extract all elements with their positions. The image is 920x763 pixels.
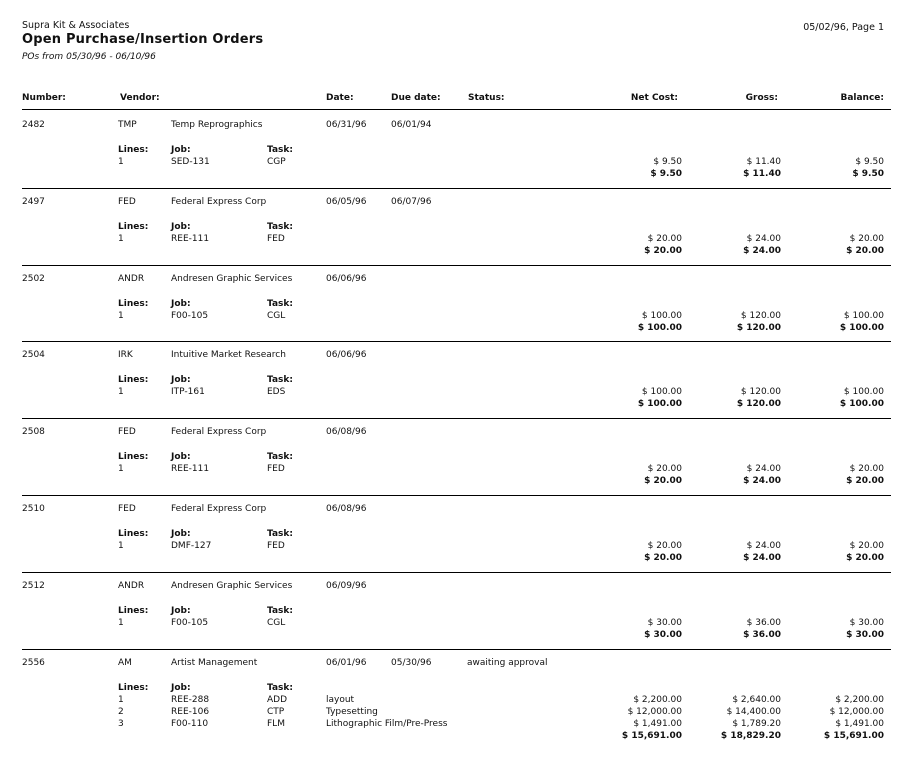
line-task: CTP (267, 707, 285, 717)
line-balance: $ 20.00 (849, 234, 884, 244)
line-number: 1 (118, 157, 124, 167)
lines-label: Lines: (118, 452, 149, 462)
total-net-cost: $ 100.00 (637, 323, 682, 333)
col-due-date: Due date: (391, 93, 441, 103)
line-task: EDS (267, 387, 286, 397)
po-date: 06/05/96 (326, 197, 367, 207)
total-gross: $ 11.40 (743, 169, 781, 179)
line-number: 2 (118, 707, 124, 717)
line-gross: $ 24.00 (746, 541, 781, 551)
line-net-cost: $ 9.50 (653, 157, 682, 167)
line-balance: $ 100.00 (843, 311, 884, 321)
po-date: 06/31/96 (326, 120, 367, 130)
line-job: REE-111 (171, 464, 210, 474)
vendor-name: Andresen Graphic Services (171, 274, 293, 284)
line-job: F00-105 (171, 618, 209, 628)
line-task: CGL (267, 618, 286, 628)
vendor-name: Intuitive Market Research (171, 350, 286, 360)
report-subtitle: POs from 05/30/96 - 06/10/96 (22, 52, 156, 62)
vendor-name: Federal Express Corp (171, 197, 267, 207)
job-label: Job: (171, 452, 191, 462)
line-task: CGP (267, 157, 286, 167)
job-label: Job: (171, 529, 191, 539)
line-number: 1 (118, 618, 124, 628)
vendor-name: Federal Express Corp (171, 504, 267, 514)
line-balance: $ 2,200.00 (835, 695, 884, 705)
line-job: F00-110 (171, 719, 209, 729)
total-balance: $ 100.00 (839, 323, 884, 333)
col-net-cost: Net Cost: (630, 93, 678, 103)
total-balance: $ 9.50 (852, 169, 884, 179)
lines-label: Lines: (118, 683, 149, 693)
line-net-cost: $ 20.00 (647, 541, 682, 551)
lines-label: Lines: (118, 529, 149, 539)
line-balance: $ 12,000.00 (829, 707, 884, 717)
line-task: FED (267, 234, 285, 244)
line-job: DMF-127 (171, 541, 212, 551)
line-net-cost: $ 12,000.00 (627, 707, 682, 717)
job-label: Job: (171, 606, 191, 616)
po-number: 2508 (22, 427, 45, 437)
line-task: FLM (267, 719, 285, 729)
line-net-cost: $ 20.00 (647, 464, 682, 474)
order-separator (22, 265, 891, 266)
col-gross: Gross: (745, 93, 778, 103)
lines-label: Lines: (118, 222, 149, 232)
po-date: 06/08/96 (326, 427, 367, 437)
po-due-date: 06/07/96 (391, 197, 432, 207)
task-label: Task: (267, 222, 293, 232)
total-net-cost: $ 9.50 (650, 169, 682, 179)
job-label: Job: (171, 683, 191, 693)
header-rule (22, 109, 891, 110)
line-gross: $ 120.00 (740, 311, 781, 321)
vendor-code: FED (118, 197, 136, 207)
task-label: Task: (267, 375, 293, 385)
line-job: REE-288 (171, 695, 210, 705)
po-date: 06/06/96 (326, 274, 367, 284)
company-name: Supra Kit & Associates (22, 20, 130, 31)
line-job: F00-105 (171, 311, 209, 321)
line-gross: $ 24.00 (746, 464, 781, 474)
total-net-cost: $ 20.00 (644, 246, 682, 256)
total-balance: $ 20.00 (846, 246, 884, 256)
line-balance: $ 9.50 (855, 157, 884, 167)
vendor-code: ANDR (118, 274, 145, 284)
line-task: FED (267, 541, 285, 551)
line-gross: $ 120.00 (740, 387, 781, 397)
total-gross: $ 120.00 (736, 399, 781, 409)
total-net-cost: $ 30.00 (644, 630, 682, 640)
line-gross: $ 1,789.20 (732, 719, 781, 729)
col-status: Status: (468, 93, 505, 103)
po-date: 06/06/96 (326, 350, 367, 360)
line-number: 1 (118, 541, 124, 551)
po-date: 06/09/96 (326, 581, 367, 591)
order-separator (22, 572, 891, 573)
line-net-cost: $ 100.00 (641, 311, 682, 321)
po-number: 2482 (22, 120, 45, 130)
vendor-code: FED (118, 504, 136, 514)
line-description: Lithographic Film/Pre-Press (326, 719, 448, 729)
line-number: 3 (118, 719, 124, 729)
col-date: Date: (326, 93, 354, 103)
task-label: Task: (267, 452, 293, 462)
vendor-code: TMP (118, 120, 137, 130)
total-balance: $ 20.00 (846, 553, 884, 563)
total-net-cost: $ 20.00 (644, 476, 682, 486)
total-gross: $ 120.00 (736, 323, 781, 333)
line-task: FED (267, 464, 285, 474)
vendor-code: IRK (118, 350, 133, 360)
line-net-cost: $ 20.00 (647, 234, 682, 244)
col-vendor: Vendor: (120, 93, 160, 103)
line-number: 1 (118, 234, 124, 244)
line-net-cost: $ 1,491.00 (633, 719, 682, 729)
total-balance: $ 15,691.00 (823, 731, 884, 741)
total-net-cost: $ 15,691.00 (621, 731, 682, 741)
task-label: Task: (267, 683, 293, 693)
line-number: 1 (118, 695, 124, 705)
line-job: REE-111 (171, 234, 210, 244)
job-label: Job: (171, 222, 191, 232)
line-balance: $ 20.00 (849, 541, 884, 551)
po-due-date: 06/01/94 (391, 120, 432, 130)
total-gross: $ 24.00 (743, 553, 781, 563)
task-label: Task: (267, 529, 293, 539)
po-number: 2504 (22, 350, 45, 360)
line-job: ITP-161 (171, 387, 205, 397)
line-net-cost: $ 100.00 (641, 387, 682, 397)
job-label: Job: (171, 375, 191, 385)
total-gross: $ 18,829.20 (720, 731, 781, 741)
line-balance: $ 20.00 (849, 464, 884, 474)
task-label: Task: (267, 606, 293, 616)
line-gross: $ 14,400.00 (726, 707, 781, 717)
line-gross: $ 11.40 (746, 157, 781, 167)
lines-label: Lines: (118, 145, 149, 155)
task-label: Task: (267, 145, 293, 155)
line-gross: $ 36.00 (746, 618, 781, 628)
po-due-date: 05/30/96 (391, 658, 432, 668)
total-balance: $ 20.00 (846, 476, 884, 486)
line-job: REE-106 (171, 707, 210, 717)
vendor-name: Temp Reprographics (171, 120, 263, 130)
line-number: 1 (118, 311, 124, 321)
line-number: 1 (118, 464, 124, 474)
po-status: awaiting approval (467, 658, 548, 668)
po-number: 2497 (22, 197, 45, 207)
total-net-cost: $ 20.00 (644, 553, 682, 563)
line-balance: $ 30.00 (849, 618, 884, 628)
po-number: 2512 (22, 581, 45, 591)
vendor-name: Artist Management (171, 658, 258, 668)
po-number: 2502 (22, 274, 45, 284)
job-label: Job: (171, 299, 191, 309)
line-task: CGL (267, 311, 286, 321)
order-separator (22, 418, 891, 419)
line-balance: $ 1,491.00 (835, 719, 884, 729)
report-date-page: 05/02/96, Page 1 (803, 22, 884, 33)
total-balance: $ 30.00 (846, 630, 884, 640)
total-gross: $ 24.00 (743, 246, 781, 256)
line-description: layout (326, 695, 355, 705)
order-separator (22, 495, 891, 496)
line-net-cost: $ 2,200.00 (633, 695, 682, 705)
line-balance: $ 100.00 (843, 387, 884, 397)
po-date: 06/08/96 (326, 504, 367, 514)
lines-label: Lines: (118, 375, 149, 385)
total-gross: $ 24.00 (743, 476, 781, 486)
col-number: Number: (22, 93, 66, 103)
job-label: Job: (171, 145, 191, 155)
order-separator (22, 188, 891, 189)
total-balance: $ 100.00 (839, 399, 884, 409)
total-net-cost: $ 100.00 (637, 399, 682, 409)
po-number: 2556 (22, 658, 45, 668)
line-net-cost: $ 30.00 (647, 618, 682, 628)
po-number: 2510 (22, 504, 45, 514)
lines-label: Lines: (118, 299, 149, 309)
report-title: Open Purchase/Insertion Orders (22, 32, 264, 47)
po-date: 06/01/96 (326, 658, 367, 668)
vendor-code: AM (118, 658, 132, 668)
vendor-code: FED (118, 427, 136, 437)
task-label: Task: (267, 299, 293, 309)
vendor-name: Federal Express Corp (171, 427, 267, 437)
line-gross: $ 24.00 (746, 234, 781, 244)
order-separator (22, 341, 891, 342)
line-number: 1 (118, 387, 124, 397)
line-gross: $ 2,640.00 (732, 695, 781, 705)
line-description: Typesetting (326, 707, 378, 717)
line-job: SED-131 (171, 157, 210, 167)
lines-label: Lines: (118, 606, 149, 616)
order-separator (22, 649, 891, 650)
line-task: ADD (267, 695, 288, 705)
vendor-name: Andresen Graphic Services (171, 581, 293, 591)
vendor-code: ANDR (118, 581, 145, 591)
total-gross: $ 36.00 (743, 630, 781, 640)
col-balance: Balance: (840, 93, 884, 103)
